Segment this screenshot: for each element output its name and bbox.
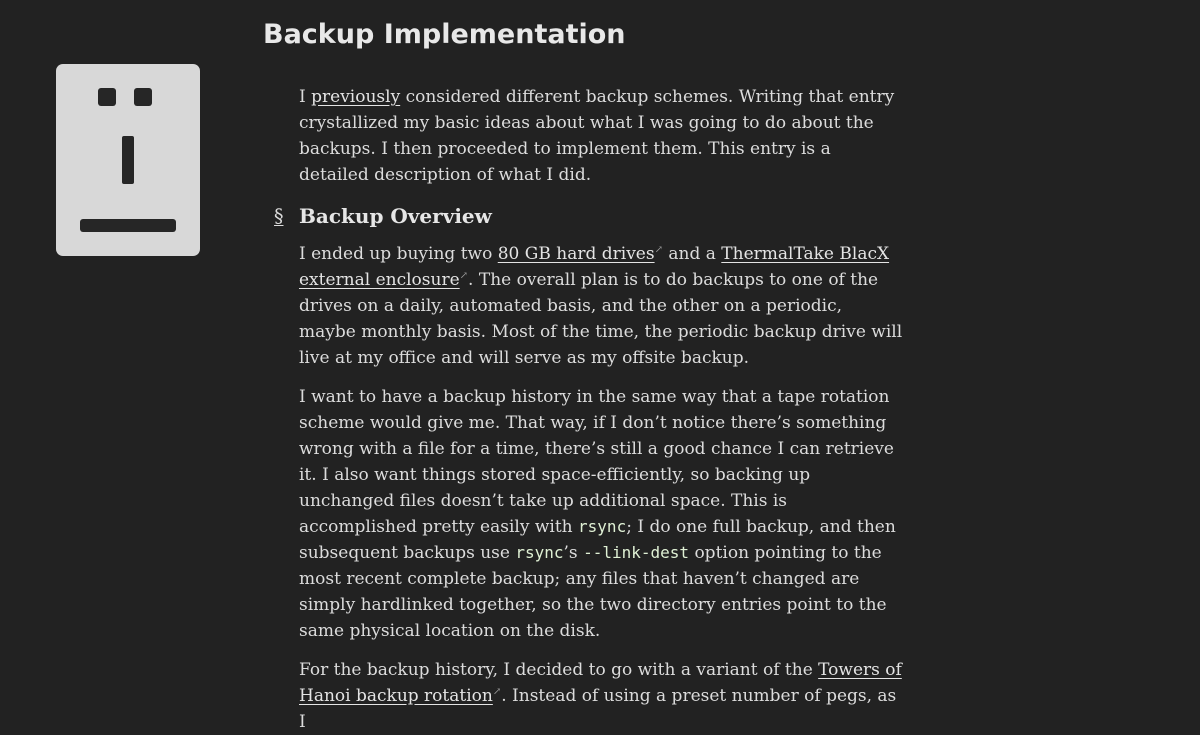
section-anchor-link[interactable]: § [274,205,284,227]
avatar-mouth [80,219,176,232]
avatar-right-eye [134,88,152,106]
intro-paragraph: I previously considered different backup schemes. Writing that entry crystallized my basic ideas about what I was going to do about the backups. I then proceeded to implement them. This entry is a detailed description of what I did. [299,87,895,185]
hard-drives-link[interactable]: 80 GB hard drives [497,244,655,264]
code-rsync: rsync [515,543,564,562]
code-rsync: rsync [578,517,627,536]
article-body [274,84,904,735]
hanoi-paragraph: For the backup history, I decided to go with a variant of the Towers of Hanoi backup rotation↗. Instead of using a preset number of pegs, as I [299,660,902,732]
history-paragraph: I want to have a backup history in the same way that a tape rotation scheme would give me. That way, if I don’t notice there’s something wrong with a file for a time, there’s still a good chance I can retrieve it. I also want things stored space-efficiently, so backing up unchanged files doesn’t take up additional space. This is accomplished pretty easily with rsync; I do one full backup, and then subsequent backups use rsync’s --link-dest option pointing to the most recent complete backup; any files that haven’t changed are simply hardlinked together, so the two directory entries point to the same physical location on the disk. [299,387,896,641]
code-link-dest: --link-dest [583,543,690,562]
previously-link[interactable]: previously [311,87,401,107]
external-link-icon: ↗ [654,244,663,256]
enclosure-link[interactable]: ThermalTake BlacX external enclosure [299,244,890,290]
avatar-left-eye [98,88,116,106]
page-title: Backup Implementation [263,19,626,50]
avatar [56,64,200,256]
drives-paragraph: I ended up buying two 80 GB hard drives↗ and a ThermalTake BlacX external enclosure↗. The overall plan is to do backups to one of the drives on a daily, automated basis, and the other on a periodic, maybe monthly basis. Most of the time, the periodic backup drive will live at my office and will serve as my offsite backup. [299,244,903,368]
avatar-nose [122,136,134,184]
section-heading-backup-overview: § Backup Overview [299,201,904,231]
external-link-icon: ↗ [492,686,502,698]
towers-of-hanoi-link[interactable]: Towers of Hanoi backup rotation [299,660,902,706]
external-link-icon: ↗ [459,270,469,282]
